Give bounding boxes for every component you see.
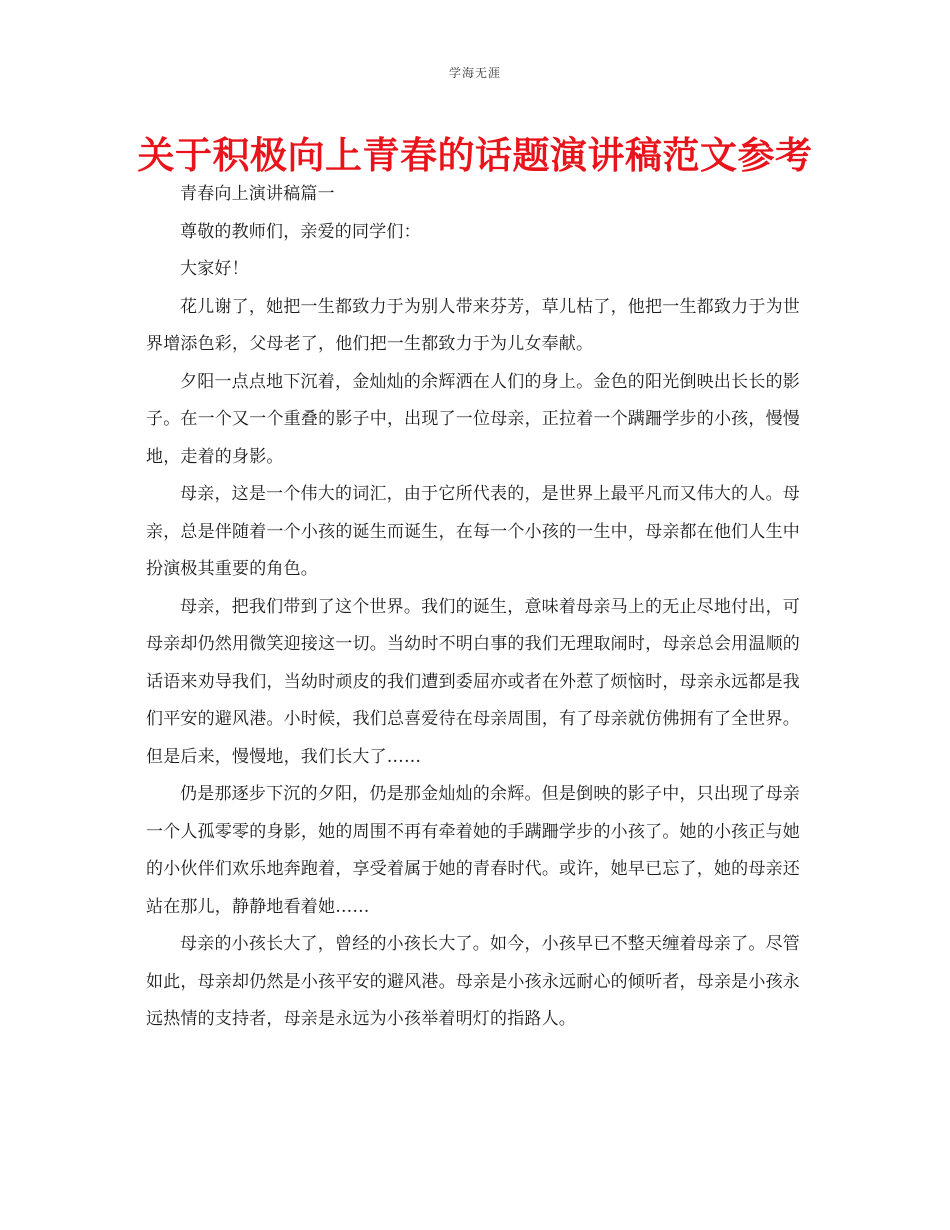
body-paragraph: 夕阳一点点地下沉着，金灿灿的余辉洒在人们的身上。金色的阳光倒映出长长的影子。在一个又一个重叠的影子中，出现了一位母亲，正拉着一个蹒跚学步的小孩，慢慢地，走着的身影。 — [146, 371, 800, 467]
body-paragraph: 仍是那逐步下沉的夕阳，仍是那金灿灿的余辉。但是倒映的影子中，只出现了母亲一个人孤零零的身影，她的周围不再有牵着她的手蹒跚学步的小孩了。她的小孩正与她的小伙伴们欢乐地奔跑着，享受着属于她的青春时代。或许，她早已忘了，她的母亲还站在那儿，静静地看着她…… — [146, 784, 800, 917]
body-paragraph: 花儿谢了，她把一生都致力于为别人带来芬芳，草儿枯了，他把一生都致力于为世界增添色彩，父母老了，他们把一生都致力于为儿女奉献。 — [146, 296, 800, 354]
page-header-note: 学海无涯 — [448, 66, 501, 80]
body-paragraph: 母亲的小孩长大了，曾经的小孩长大了。如今，小孩早已不整天缠着母亲了。尽管如此，母亲却仍然是小孩平安的避风港。母亲是小孩永远耐心的倾听者，母亲是小孩永远热情的支持者，母亲是永远为小孩举着明灯的指路人。 — [146, 934, 800, 1029]
section-heading: 青春向上演讲稿篇一 — [180, 184, 335, 204]
body-paragraph: 母亲，这是一个伟大的词汇，由于它所代表的，是世界上最平凡而又伟大的人。母亲，总是伴随着一个小孩的诞生而诞生，在每一个小孩的一生中，母亲都在他们人生中扮演极其重要的角色。 — [146, 484, 800, 579]
greeting: 大家好！ — [180, 259, 249, 279]
salutation: 尊敬的教师们，亲爱的同学们： — [180, 221, 421, 242]
body-paragraph: 母亲，把我们带到了这个世界。我们的诞生，意味着母亲马上的无止尽地付出，可母亲却仍然用微笑迎接这一切。当幼时不明白事的我们无理取闹时，母亲总会用温顺的话语来劝导我们，当幼时顽皮的我们遭到委屈亦或者在外惹了烦恼时，母亲永远都是我们平安的避风港。小时候，我们总喜爱待在母亲周围，有了母亲就仿佛拥有了全世界。但是后来，慢慢地，我们长大了…… — [146, 596, 800, 767]
document-title: 关于积极向上青春的话题演讲稿范文参考 — [137, 134, 813, 177]
document-body — [146, 176, 800, 1039]
